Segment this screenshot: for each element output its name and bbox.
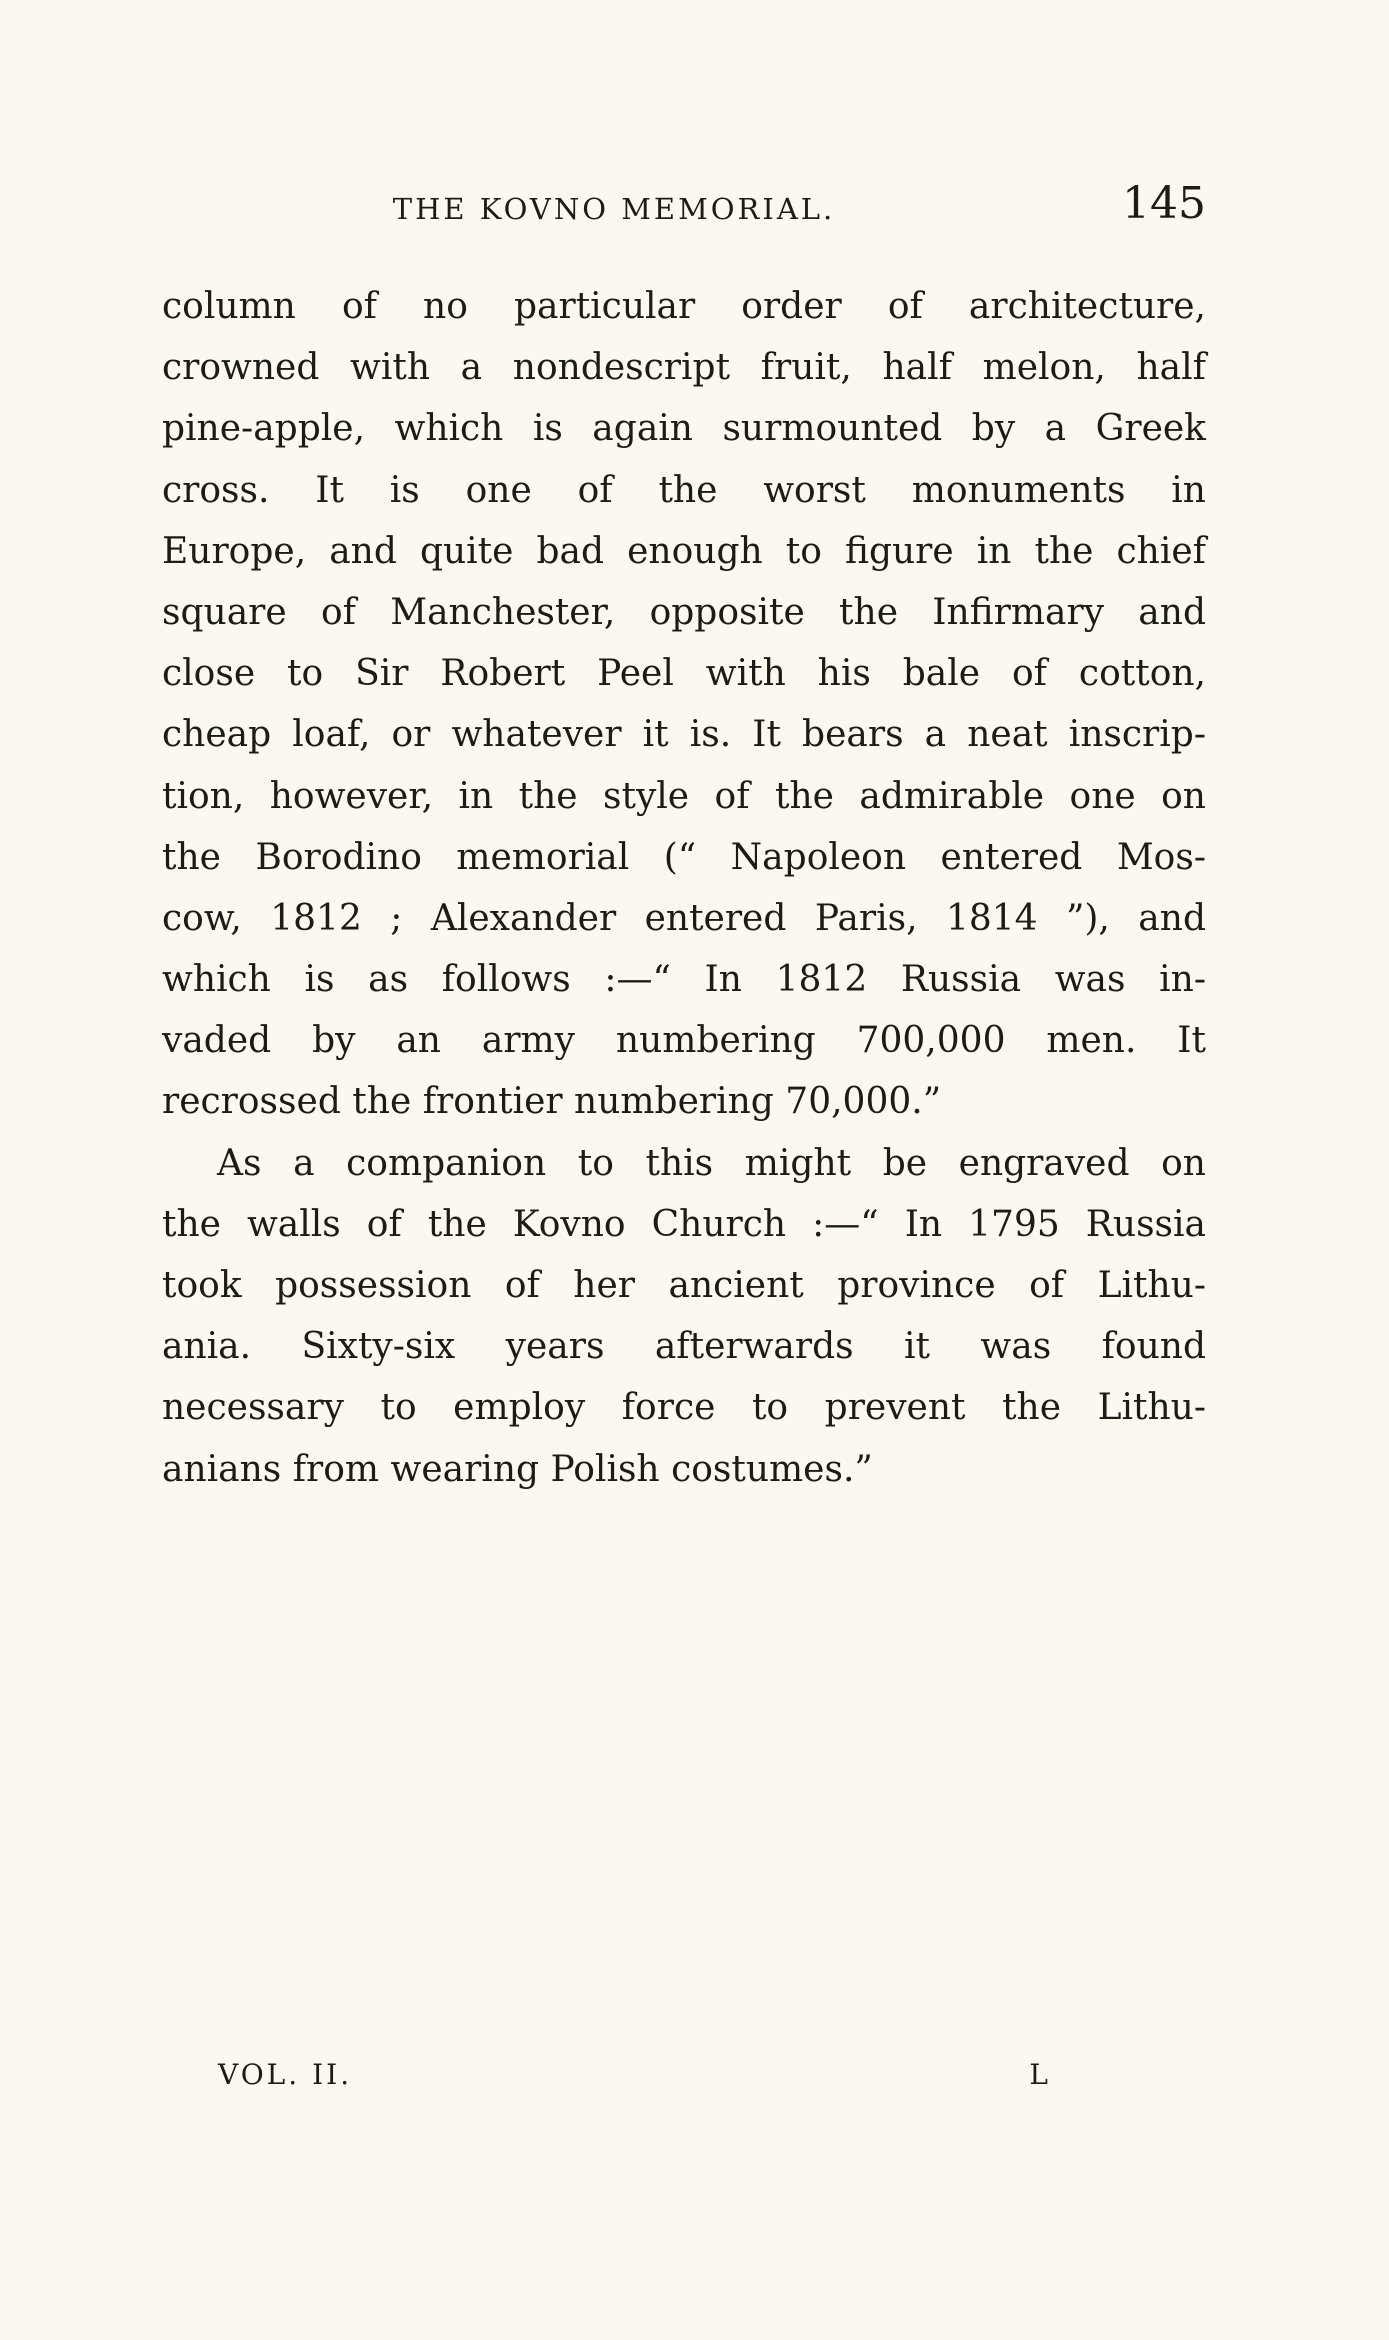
text-line: which is as follows :—“ In 1812 Russia was in- xyxy=(162,959,1206,1001)
text-line: the walls of the Kovno Church :—“ In 1795 Russia xyxy=(162,1203,1206,1245)
signature-letter: L xyxy=(1029,2058,1048,2091)
text-line: took possession of her ancient province of Lithu- xyxy=(162,1265,1206,1306)
text-line: column of no particular order of architecture, xyxy=(162,286,1206,327)
page-number: 145 xyxy=(1122,178,1206,229)
text-line: cow, 1812 ; Alexander entered Paris, 1814 ”), and xyxy=(162,897,1206,939)
text-line: necessary to employ force to prevent the Lithu- xyxy=(162,1387,1206,1429)
text-line: recrossed the frontier numbering 70,000.” xyxy=(162,1081,942,1123)
text-line: the Borodino memorial (“ Napoleon entered Mos- xyxy=(162,836,1206,878)
text-line: cross. It is one of the worst monuments in xyxy=(162,469,1206,511)
text-line: pine-apple, which is again surmounted by a Greek xyxy=(162,408,1206,450)
running-head xyxy=(162,178,1206,238)
body-text xyxy=(162,276,1206,1500)
text-line: crowned with a nondescript fruit, half melon, half xyxy=(162,347,1206,389)
text-line: Europe, and quite bad enough to figure in the chief xyxy=(162,530,1206,572)
text-line: As a companion to this might be engraved on xyxy=(217,1142,1206,1184)
text-line: cheap loaf, or whatever it is. It bears a neat inscrip- xyxy=(162,714,1206,756)
text-line: close to Sir Robert Peel with his bale of cotton, xyxy=(162,653,1206,695)
footer xyxy=(218,2058,1048,2108)
text-line: square of Manchester, opposite the Infirmary and xyxy=(162,591,1206,633)
running-title: THE KOVNO MEMORIAL. xyxy=(392,192,836,226)
text-line: anians from wearing Polish costumes.” xyxy=(162,1448,873,1490)
text-line: vaded by an army numbering 700,000 men. It xyxy=(162,1020,1206,1062)
volume-mark: VOL. II. xyxy=(218,2058,353,2091)
text-line: tion, however, in the style of the admirable one on xyxy=(162,775,1206,817)
text-line: ania. Sixty-six years afterwards it was found xyxy=(162,1326,1206,1368)
